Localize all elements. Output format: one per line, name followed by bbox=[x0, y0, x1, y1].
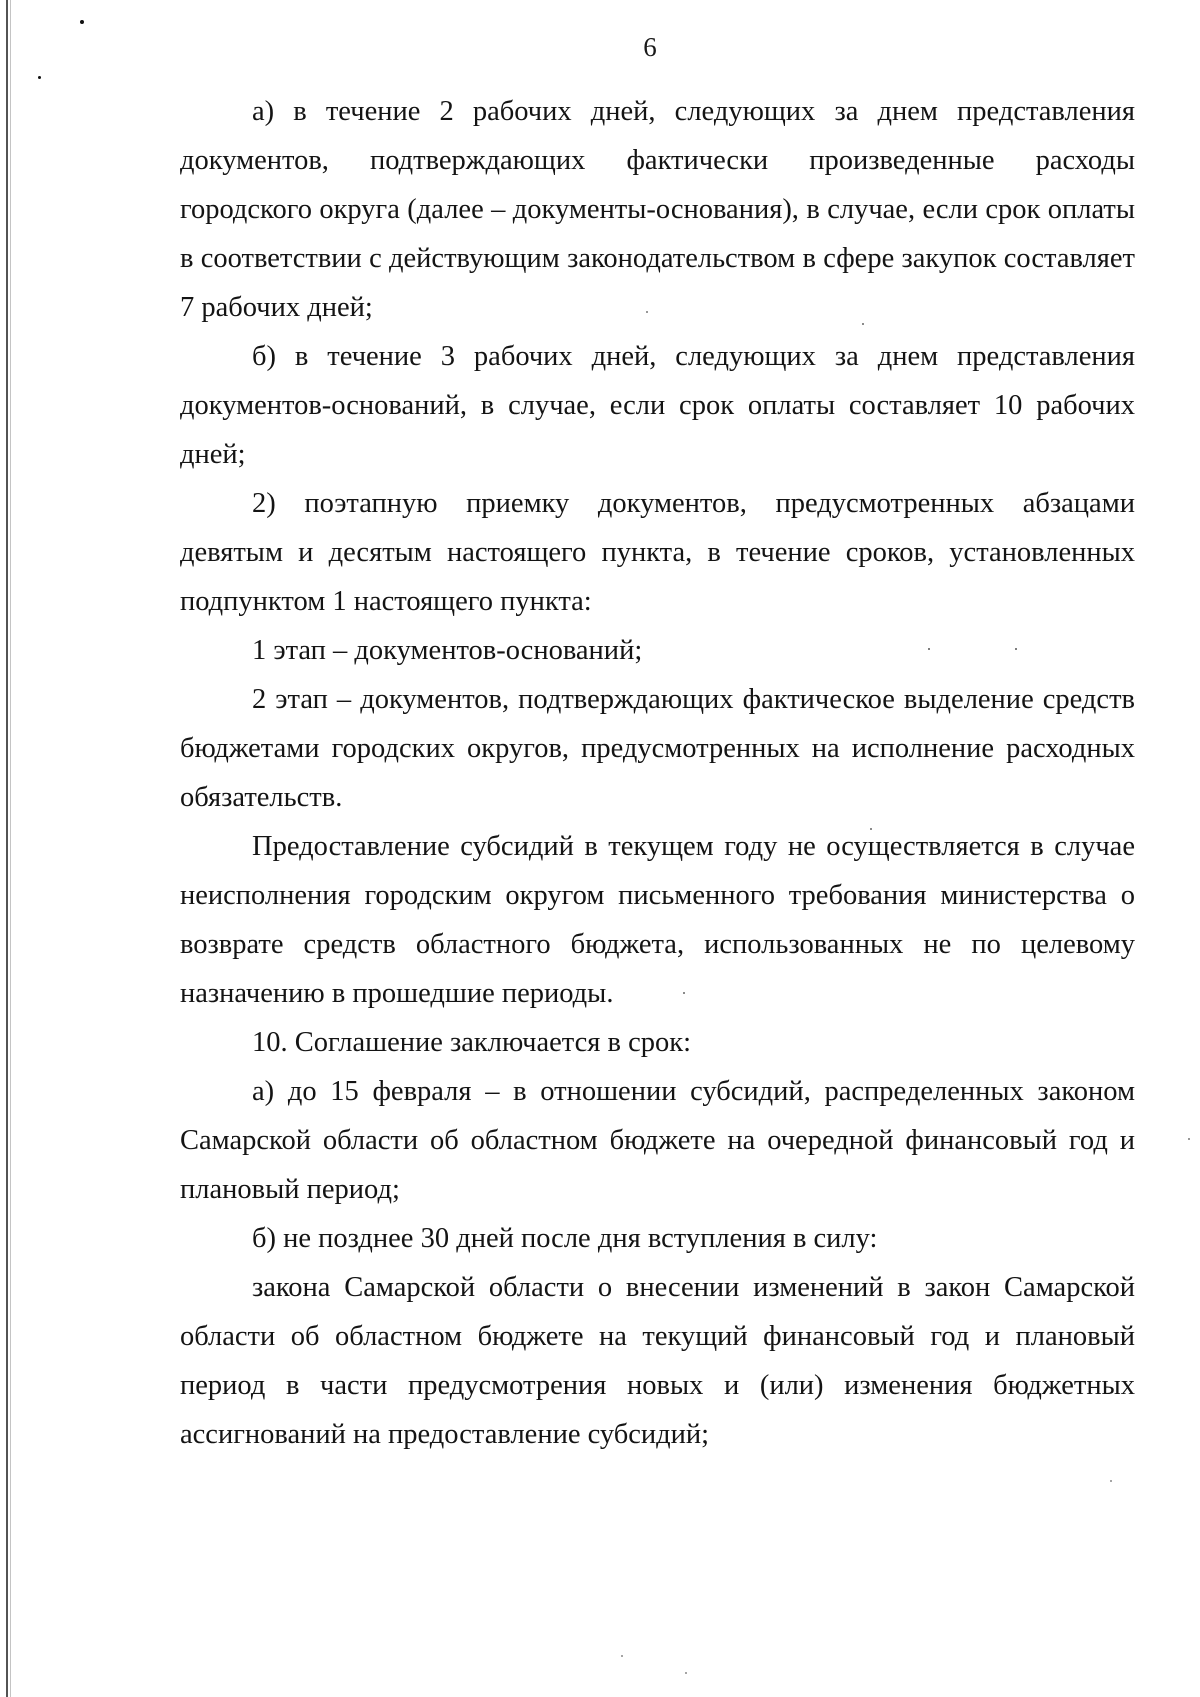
page-number: 6 bbox=[643, 32, 657, 62]
paragraph-subitem-b-3-days: б) в течение 3 рабочих дней, следующих за днем представления документов-оснований, в случае, если срок оплаты составляет 10 рабочих дней; bbox=[180, 341, 1135, 470]
paragraph-stage-2: 2 этап – документов, подтверждающих фактическое выделение средств бюджетами городских округов, предусмотренных на исполнение расходных обязательств. bbox=[180, 684, 1135, 813]
paragraph-law-amendment: закона Самарской области о внесении изменений в закон Самарской области об областном бюджете на текущий финансовый год и плановый период в части предусмотрения новых и (или) изменения бюджетных ассигнований на предоставление субсидий; bbox=[180, 1272, 1135, 1450]
paragraph-item-2-staged-acceptance: 2) поэтапную приемку документов, предусмотренных абзацами девятым и десятым настоящего пункта, в течение сроков, установленных подпунктом 1 настоящего пункта: bbox=[180, 488, 1135, 617]
scan-speck bbox=[685, 1672, 687, 1674]
paragraph-subitem-b-30-days: б) не позднее 30 дней после дня вступления в силу: bbox=[252, 1223, 878, 1254]
paragraph-subitem-a-2-days: а) в течение 2 рабочих дней, следующих за днем представления документов, подтверждающих фактически произведенные расходы городского округа (далее – документы-основания), в случае, если срок оплаты в соответствии с действующим законодательством в сфере закупок составляет 7 рабочих дней; bbox=[180, 96, 1135, 323]
scan-speck bbox=[621, 1655, 623, 1657]
paragraph-subsidy-refusal: Предоставление субсидий в текущем году не осуществляется в случае неисполнения городским округом письменного требования министерства о возврате средств областного бюджета, использованных не по целевому назначению в прошедшие периоды. bbox=[180, 831, 1135, 1009]
document-body bbox=[180, 87, 1135, 1459]
scan-speck bbox=[80, 20, 84, 24]
scan-binding-edge bbox=[6, 0, 8, 1697]
paragraph-subitem-a-february: а) до 15 февраля – в отношении субсидий, распределенных законом Самарской области об областном бюджете на очередной финансовый год и плановый период; bbox=[180, 1076, 1135, 1205]
scan-speck bbox=[1110, 1480, 1112, 1482]
scan-speck bbox=[1188, 1138, 1190, 1140]
scan-binding-shadow bbox=[10, 0, 11, 1697]
paragraph-stage-1: 1 этап – документов-оснований; bbox=[252, 635, 643, 666]
scan-speck bbox=[38, 76, 41, 79]
paragraph-item-10-agreement: 10. Соглашение заключается в срок: bbox=[252, 1027, 691, 1058]
